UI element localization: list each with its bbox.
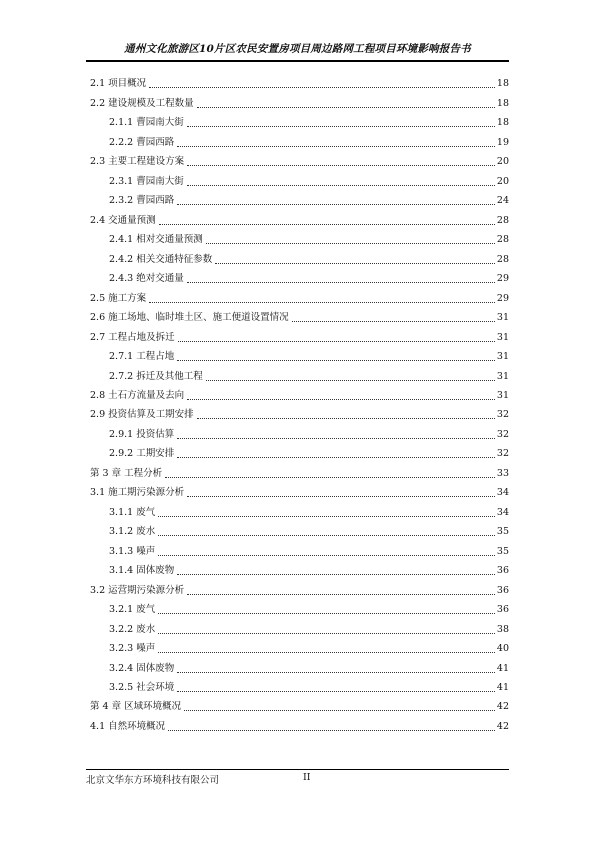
toc-entry-label: 2.5 施工方案 <box>90 292 147 304</box>
toc-dot-leader <box>178 341 495 342</box>
toc-entry-page-number: 31 <box>496 312 509 324</box>
toc-entry-page-number: 32 <box>496 448 509 460</box>
toc-entry-label: 2.4.1 相对交通量预测 <box>109 234 203 246</box>
toc-entry-page-number: 34 <box>496 506 509 518</box>
toc-entry[interactable] <box>90 269 509 288</box>
toc-entry[interactable] <box>90 561 509 580</box>
toc-entry-page-number: 41 <box>496 682 509 693</box>
toc-entry-page-number: 28 <box>496 214 509 226</box>
toc-entry-label: 3.1.3 噪声 <box>109 545 156 557</box>
toc-entry-label: 2.7.1 工程占地 <box>109 351 175 363</box>
toc-dot-leader <box>177 691 495 692</box>
toc-entry-label: 2.6 施工场地、临时堆土区、施工便道设置情况 <box>90 312 289 324</box>
toc-entry-page-number: 40 <box>496 643 509 655</box>
toc-dot-leader <box>197 418 495 419</box>
toc-dot-leader <box>177 672 495 673</box>
toc-entry-page-number: 24 <box>496 195 509 207</box>
toc-entry[interactable] <box>90 658 509 677</box>
toc-entry[interactable] <box>90 93 509 112</box>
toc-entry-label: 3.1.4 固体废物 <box>109 565 175 577</box>
footer-page-number: II <box>303 772 311 783</box>
toc-entry-label: 2.1 项目概况 <box>90 78 147 90</box>
toc-dot-leader <box>206 380 495 381</box>
toc-entry[interactable] <box>90 483 509 502</box>
toc-entry[interactable] <box>90 678 509 697</box>
toc-entry-page-number: 35 <box>496 526 509 538</box>
toc-entry-page-number: 33 <box>496 467 509 479</box>
footer-divider <box>86 769 509 770</box>
toc-entry[interactable] <box>90 74 509 93</box>
toc-entry-page-number: 28 <box>496 253 509 265</box>
toc-dot-leader <box>168 730 495 731</box>
toc-dot-leader <box>187 594 495 595</box>
table-of-contents <box>90 74 509 736</box>
toc-entry-page-number: 32 <box>496 428 509 440</box>
toc-entry-page-number: 35 <box>496 545 509 557</box>
toc-entry-label: 2.4.2 相关交通特征参数 <box>109 253 213 265</box>
toc-entry-page-number: 20 <box>496 175 509 187</box>
toc-entry-label: 2.3 主要工程建设方案 <box>90 156 185 168</box>
toc-entry[interactable] <box>90 541 509 560</box>
toc-entry[interactable] <box>90 288 509 307</box>
toc-dot-leader <box>187 496 495 497</box>
toc-entry-label: 2.9.2 工期安排 <box>109 448 175 460</box>
toc-entry[interactable] <box>90 191 509 210</box>
toc-entry-page-number: 29 <box>496 273 509 285</box>
toc-entry[interactable] <box>90 716 509 735</box>
toc-entry-page-number: 31 <box>496 351 509 363</box>
toc-entry-label: 2.7 工程占地及拆迁 <box>90 331 175 343</box>
toc-dot-leader <box>159 224 495 225</box>
toc-dot-leader <box>197 107 495 108</box>
toc-entry-page-number: 18 <box>496 97 509 109</box>
toc-entry-label: 3.1.1 废气 <box>109 506 156 518</box>
toc-entry-page-number: 36 <box>496 584 509 596</box>
toc-dot-leader <box>187 126 495 127</box>
footer-company-name: 北京文华东方环境科技有限公司 <box>86 775 220 786</box>
toc-dot-leader <box>165 477 495 478</box>
toc-entry[interactable] <box>90 697 509 716</box>
header-divider <box>86 60 509 62</box>
toc-entry-page-number: 31 <box>496 331 509 343</box>
toc-entry[interactable] <box>90 463 509 482</box>
toc-entry-page-number: 42 <box>496 701 509 713</box>
toc-entry-label: 2.4 交通量预测 <box>90 214 156 226</box>
toc-entry-page-number: 42 <box>496 720 509 732</box>
toc-entry-page-number: 20 <box>496 156 509 168</box>
toc-entry-label: 2.9 投资估算及工期安排 <box>90 409 194 421</box>
toc-entry[interactable] <box>90 347 509 366</box>
toc-entry-label: 3.2.5 社会环境 <box>109 682 175 693</box>
toc-entry-page-number: 41 <box>496 662 509 674</box>
toc-dot-leader <box>158 555 495 556</box>
toc-dot-leader <box>184 710 495 711</box>
toc-dot-leader <box>177 438 495 439</box>
toc-dot-leader <box>187 185 495 186</box>
toc-entry[interactable] <box>90 230 509 249</box>
toc-entry-label: 3.1 施工期污染源分析 <box>90 487 185 499</box>
toc-dot-leader <box>187 165 495 166</box>
toc-entry[interactable] <box>90 327 509 346</box>
toc-dot-leader <box>177 360 495 361</box>
toc-entry-page-number: 18 <box>496 117 509 129</box>
toc-entry-page-number: 18 <box>496 78 509 90</box>
toc-dot-leader <box>292 321 495 322</box>
toc-entry-label: 2.8 土石方流量及去向 <box>90 389 185 401</box>
toc-entry[interactable] <box>90 502 509 521</box>
toc-entry-page-number: 28 <box>496 234 509 246</box>
toc-dot-leader <box>149 87 495 88</box>
toc-entry-label: 3.2.2 废水 <box>109 623 156 635</box>
toc-dot-leader <box>206 243 495 244</box>
toc-entry-label: 2.2 建设规模及工程数量 <box>90 97 194 109</box>
toc-entry[interactable] <box>90 580 509 599</box>
toc-entry-page-number: 32 <box>496 409 509 421</box>
toc-dot-leader <box>215 263 495 264</box>
toc-entry[interactable] <box>90 113 509 132</box>
toc-entry-label: 第 4 章 区域环境概况 <box>90 701 182 713</box>
toc-entry-page-number: 38 <box>496 623 509 635</box>
toc-dot-leader <box>177 146 495 147</box>
toc-dot-leader <box>177 204 495 205</box>
toc-dot-leader <box>158 535 495 536</box>
toc-entry-label: 2.7.2 拆迁及其他工程 <box>109 370 203 382</box>
toc-entry-label: 2.3.1 曹园南大街 <box>109 175 184 187</box>
toc-dot-leader <box>149 302 495 303</box>
toc-dot-leader <box>158 516 495 517</box>
toc-entry-label: 3.2.4 固体废物 <box>109 662 175 674</box>
toc-entry-label: 3.2.3 噪声 <box>109 643 156 655</box>
toc-entry-page-number: 34 <box>496 487 509 499</box>
toc-entry-label: 2.9.1 投资估算 <box>109 428 175 440</box>
toc-entry[interactable] <box>90 600 509 619</box>
toc-dot-leader <box>187 399 495 400</box>
toc-dot-leader <box>177 574 495 575</box>
toc-entry[interactable] <box>90 386 509 405</box>
toc-dot-leader <box>158 652 495 653</box>
toc-entry[interactable] <box>90 619 509 638</box>
toc-entry-page-number: 36 <box>496 565 509 577</box>
document-header-title: 通州文化旅游区10片区农民安置房项目周边路网工程项目环境影响报告书 <box>124 43 471 55</box>
toc-entry-label: 3.1.2 废水 <box>109 526 156 538</box>
toc-entry[interactable] <box>90 366 509 385</box>
toc-entry[interactable] <box>90 210 509 229</box>
toc-entry-label: 4.1 自然环境概况 <box>90 720 166 732</box>
toc-entry-page-number: 36 <box>496 604 509 616</box>
toc-entry-label: 第 3 章 工程分析 <box>90 467 163 479</box>
toc-entry[interactable] <box>90 132 509 151</box>
toc-entry-page-number: 31 <box>496 389 509 401</box>
toc-entry-label: 2.3.2 曹园西路 <box>109 195 175 207</box>
toc-dot-leader <box>187 282 495 283</box>
toc-entry-page-number: 29 <box>496 292 509 304</box>
toc-dot-leader <box>158 633 495 634</box>
toc-entry-label: 2.1.1 曹园南大街 <box>109 117 184 129</box>
toc-entry[interactable] <box>90 249 509 268</box>
toc-entry[interactable] <box>90 424 509 443</box>
toc-entry[interactable] <box>90 444 509 463</box>
toc-entry-page-number: 31 <box>496 370 509 382</box>
toc-entry[interactable] <box>90 405 509 424</box>
toc-entry-label: 2.4.3 绝对交通量 <box>109 273 184 285</box>
toc-entry[interactable] <box>90 639 509 658</box>
toc-entry[interactable] <box>90 171 509 190</box>
toc-dot-leader <box>158 613 495 614</box>
toc-entry-label: 2.2.2 曹园西路 <box>109 136 175 148</box>
toc-entry[interactable] <box>90 308 509 327</box>
toc-dot-leader <box>177 457 495 458</box>
toc-entry-page-number: 19 <box>496 136 509 148</box>
toc-entry[interactable] <box>90 522 509 541</box>
toc-entry[interactable] <box>90 152 509 171</box>
toc-entry-label: 3.2 运营期污染源分析 <box>90 584 185 596</box>
toc-entry-label: 3.2.1 废气 <box>109 604 156 616</box>
